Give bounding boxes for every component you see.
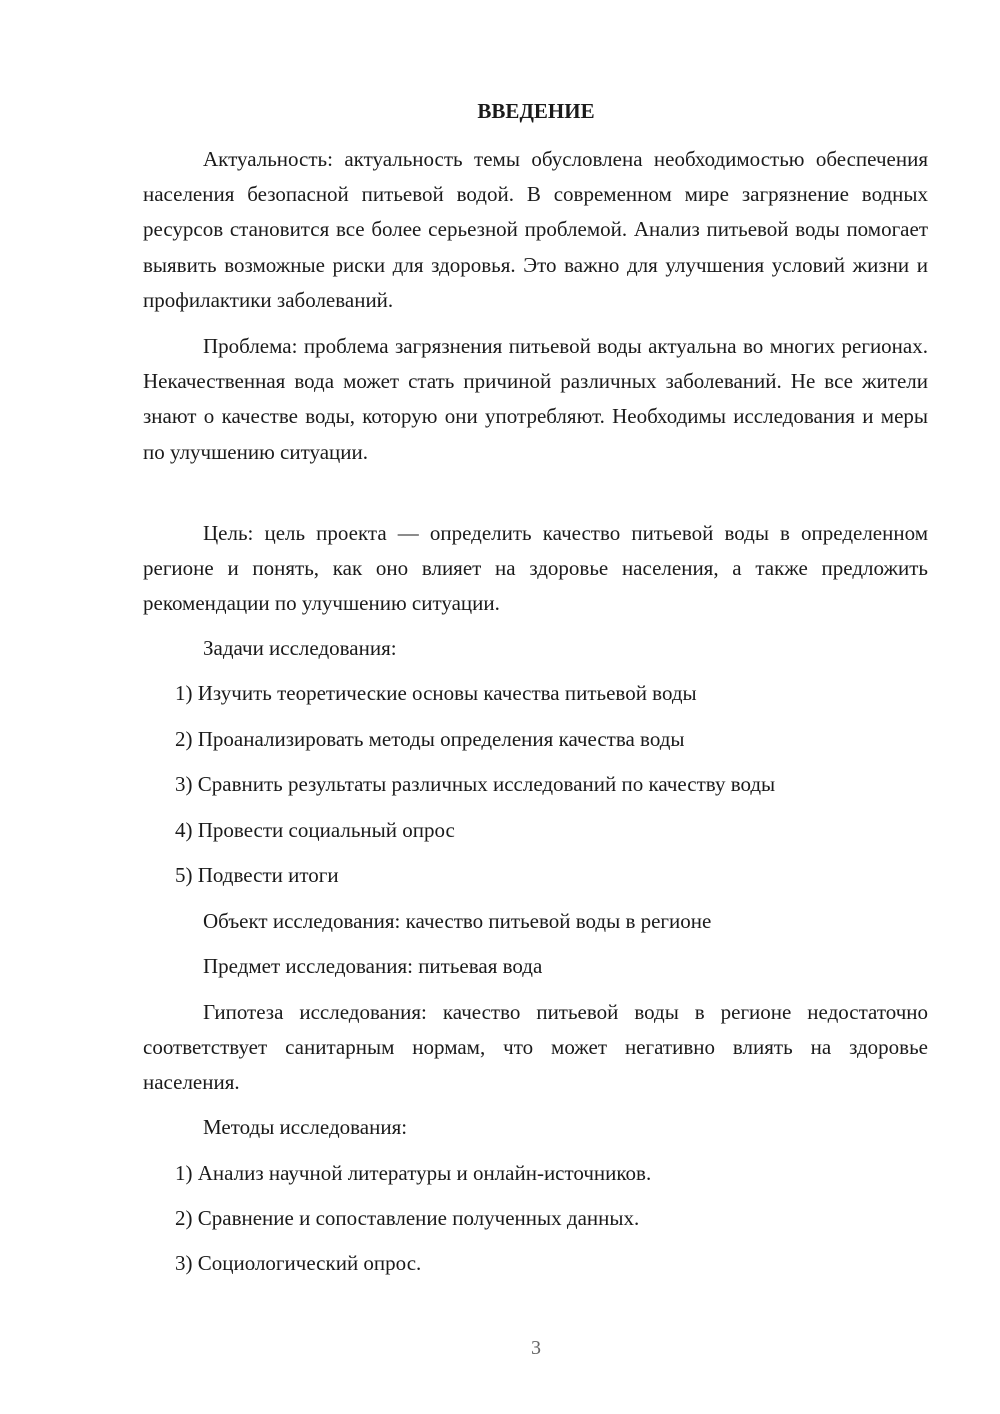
- task-item: 3) Сравнить результаты различных исследований по качеству воды: [175, 772, 776, 796]
- research-object: Объект исследования: качество питьевой воды в регионе: [203, 909, 712, 933]
- task-item: 4) Провести социальный опрос: [175, 818, 455, 842]
- goal-paragraph: Цель: цель проекта — определить качество питьевой воды в определенном регионе и понять, как оно влияет на здоровье населения, а также предложить рекомендации по улучшению ситуации.: [143, 521, 928, 616]
- task-item: 2) Проанализировать методы определения качества воды: [175, 727, 685, 751]
- method-item: 2) Сравнение и сопоставление полученных данных.: [175, 1206, 640, 1230]
- page-number: 3: [531, 1337, 541, 1359]
- page-title: ВВЕДЕНИЕ: [477, 99, 595, 123]
- problem-paragraph: Проблема: проблема загрязнения питьевой воды актуальна во многих регионах. Некачественная вода может стать причиной различных заболеваний. Не все жители знают о качестве воды, которую они употребляют. Необходимы исследования и меры по улучшению ситуации.: [143, 334, 928, 464]
- tasks-heading: Задачи исследования:: [203, 636, 397, 660]
- methods-heading: Методы исследования:: [203, 1115, 408, 1139]
- task-item: 5) Подвести итоги: [175, 863, 339, 887]
- method-item: 1) Анализ научной литературы и онлайн-источников.: [175, 1161, 652, 1185]
- research-subject: Предмет исследования: питьевая вода: [203, 954, 543, 978]
- task-item: 1) Изучить теоретические основы качества питьевой воды: [175, 681, 697, 705]
- relevance-paragraph: Актуальность: актуальность темы обусловлена необходимостью обеспечения населения безопасной питьевой водой. В современном мире загрязнение водных ресурсов становится все более серьезной проблемой. Анализ питьевой воды помогает выявить возможные риски для здоровья. Это важно для улучшения условий жизни и профилактики заболеваний.: [143, 147, 928, 312]
- hypothesis-paragraph: Гипотеза исследования: качество питьевой воды в регионе недостаточно соответствует санитарным нормам, что может негативно влиять на здоровье населения.: [143, 1000, 928, 1095]
- method-item: 3) Социологический опрос.: [175, 1251, 422, 1275]
